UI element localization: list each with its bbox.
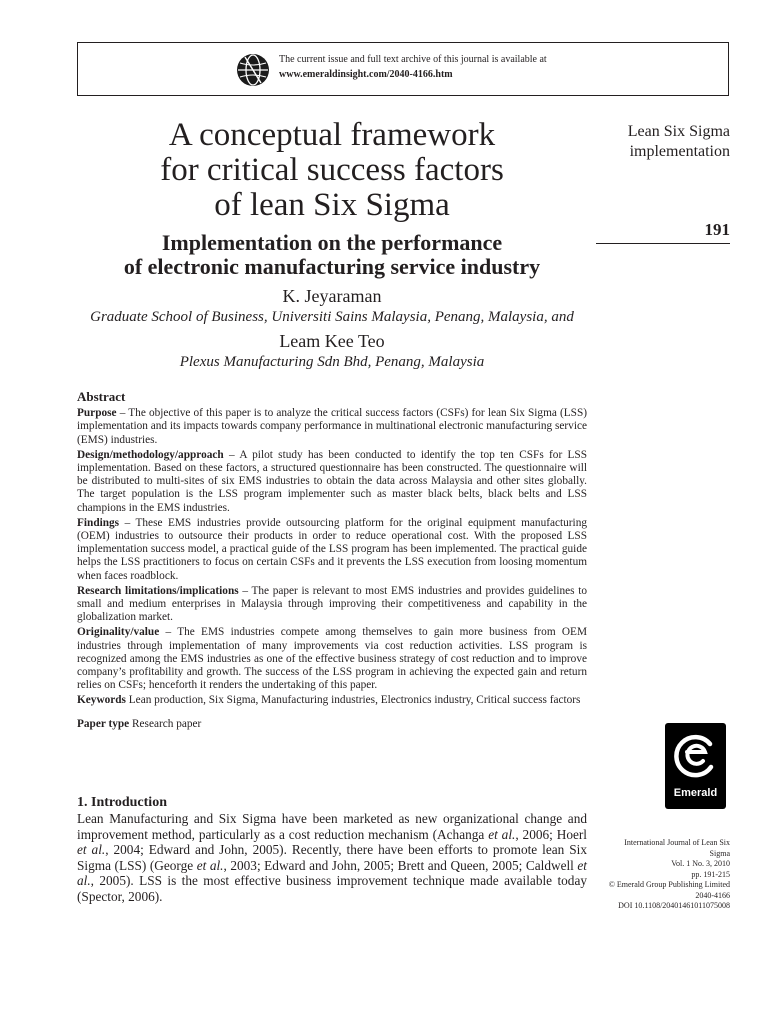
paper-subtitle-line: Implementation on the performance <box>161 230 503 255</box>
body-text: , 2006; Hoerl <box>515 826 587 842</box>
abstract-design <box>77 449 587 515</box>
emerald-swirl-icon <box>672 730 719 784</box>
section-text: – A pilot study has been conducted to identify the top ten CSFs for LSS implementation. Based on these factors, a structured questionnaire has been constructed. The questionnaire will be distributed to multi-sites of six EMS industries to obtain the data across Malaysia and other sites globally. The target population is the LSS program implementer such as master black belts, black belts and LSS champions in the EMS industries. <box>77 448 587 514</box>
section-label: Design/methodology/approach <box>77 448 224 461</box>
journal-info-line: pp. 191-215 <box>691 869 730 879</box>
abstract <box>77 390 587 733</box>
running-head-line: Lean Six Sigma <box>627 123 730 140</box>
journal-info <box>596 838 730 912</box>
journal-info-line: DOI 10.1108/20401461011075008 <box>618 901 730 910</box>
author-name: K. Jeyaraman <box>282 286 382 306</box>
page-number: 191 <box>704 220 730 239</box>
body-text: , 2005). LSS is the most effective business improvement technique made available today (Spector, 2006). <box>77 873 587 904</box>
abstract-keywords <box>77 694 587 707</box>
journal-info-line: © Emerald Group Publishing Limited <box>608 880 730 889</box>
journal-url-link[interactable]: www.emeraldinsight.com/2040-4166.htm <box>279 69 453 80</box>
abstract-paper-type <box>77 718 587 731</box>
section-text: Research paper <box>129 717 202 730</box>
emerald-logo <box>665 723 726 809</box>
paper-title-line: for critical success factors <box>160 152 504 188</box>
body-text: , 2004; Edward and John, 2005). Recently, there have been efforts to promote lean Six Sigma (LSS) (George <box>77 842 587 873</box>
abstract-heading: Abstract <box>77 389 126 404</box>
paper-title-line: A conceptual framework <box>168 117 496 153</box>
abstract-limitations <box>77 585 587 625</box>
section-label: Keywords <box>77 694 126 707</box>
section-text: Lean production, Six Sigma, Manufacturing industries, Electronics industry, Critical success factors <box>125 694 581 707</box>
notice-text: The current issue and full text archive of this journal is available at <box>279 54 547 65</box>
body-text: Lean Manufacturing and Six Sigma have been marketed as new organizational change and improvement method, particularly as a cost reduction mechanism (Achanga <box>77 811 587 842</box>
section-label: Research limitations/implications <box>77 584 239 597</box>
citation-etal: et al. <box>77 857 588 888</box>
journal-info-line: 2040-4166 <box>695 890 730 900</box>
citation-etal: et al. <box>488 826 516 842</box>
journal-info-line: Sigma <box>709 848 730 858</box>
emerald-logo-text: Emerald <box>673 787 718 799</box>
introduction-heading: 1. Introduction <box>77 795 167 810</box>
section-label: Paper type <box>77 717 130 730</box>
abstract-purpose <box>77 407 587 447</box>
journal-info-line: International Journal of Lean Six <box>624 838 730 847</box>
author-name: Leam Kee Teo <box>279 331 385 351</box>
citation-etal: et al. <box>196 857 224 873</box>
introduction-text <box>77 811 587 904</box>
section-text: – The paper is relevant to most EMS industries and provides guidelines to small and medium enterprises in Malaysia through improving their competitiveness and capability in the globalization market. <box>77 584 588 624</box>
abstract-originality <box>77 626 587 692</box>
section-label: Purpose <box>77 407 117 420</box>
section-label: Originality/value <box>77 626 160 639</box>
paper-title-line: of lean Six Sigma <box>214 187 450 223</box>
abstract-findings <box>77 517 587 583</box>
page-number-rule <box>596 243 730 244</box>
section-text: – The objective of this paper is to analyze the critical success factors (CSFs) for lean Six Sigma (LSS) implementation and its impacts towards company performance in multinational electronic manufacturing service (EMS) industries. <box>77 407 587 446</box>
paper-subtitle-line: of electronic manufacturing service industry <box>123 254 541 279</box>
running-head <box>596 122 730 162</box>
author-affiliation: Graduate School of Business, Universiti Sains Malaysia, Penang, Malaysia, and <box>90 309 574 325</box>
running-head-line: implementation <box>629 143 730 160</box>
journal-info-line: Vol. 1 No. 3, 2010 <box>671 859 730 868</box>
body-text: , 2003; Edward and John, 2005; Brett and Queen, 2005; Caldwell <box>223 857 578 873</box>
section-label: Findings <box>77 516 120 529</box>
title-block <box>77 118 587 372</box>
globe-icon <box>236 53 270 87</box>
section-text: – These EMS industries provide outsourcing platform for the original equipment manufacturing (OEM) industries to outsource their products in order to reduce operational cost. With the proposed LSS implementation success model, a practical guide of the LSS program has been implemented. The practical guide helps the LSS practitioners to focus on certain CSFs and it prevents the LSS execution from loosing momentum when faces roadblock. <box>77 516 587 582</box>
author-affiliation: Plexus Manufacturing Sdn Bhd, Penang, Malaysia <box>179 354 485 370</box>
citation-etal: et al. <box>77 842 106 857</box>
section-text: – The EMS industries compete among themselves to gain more business from OEM industries through implementation of many improvements via cost reduction activities. LSS program is recognized among the EMS industries as one of the effective business strategy of cost reduction and to improve company’s profitability and growth. The success of the LSS program in achieving the expected gain and return relies on CSFs; henceforth it renders the undertaking of this paper. <box>77 626 587 692</box>
